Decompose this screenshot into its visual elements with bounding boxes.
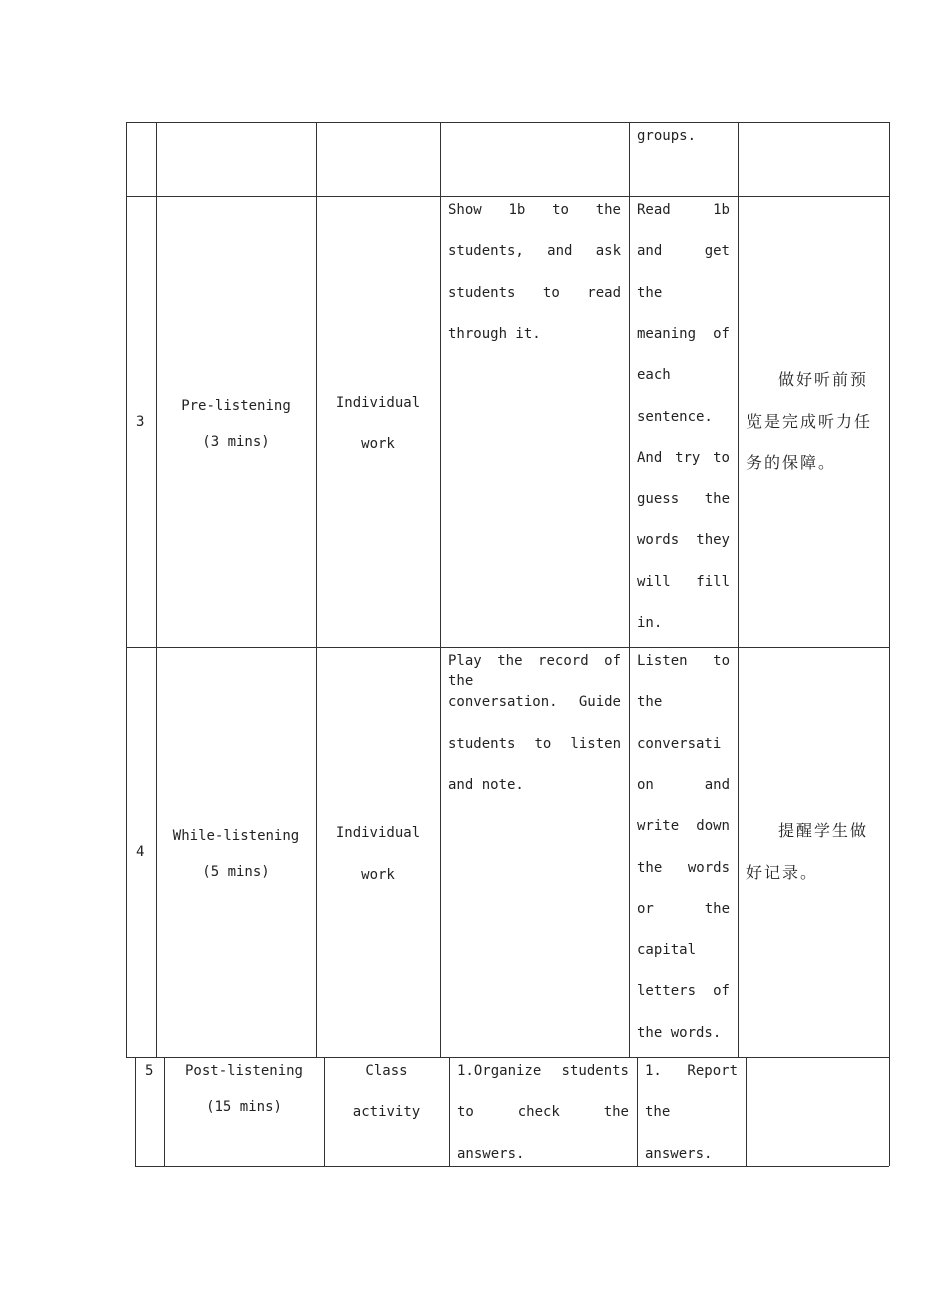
cell-teacher	[440, 196, 629, 647]
mode-line: Individual	[335, 394, 421, 411]
cell-stage	[156, 122, 316, 196]
student-line: answers.	[645, 1145, 713, 1162]
teacher-line: students to read	[448, 284, 621, 301]
student-line: words they	[637, 532, 730, 549]
student-line: the	[637, 284, 663, 301]
row-number: 4	[136, 844, 145, 860]
teacher-line: through it.	[448, 325, 541, 342]
student-line: and get	[637, 243, 730, 260]
student-line: And try to	[637, 449, 730, 466]
mode-line: work	[361, 866, 395, 883]
column-border-lower-6	[889, 1057, 890, 1166]
student-line: or the	[637, 900, 730, 917]
cell-student	[637, 1057, 746, 1166]
cell-purpose	[738, 196, 889, 647]
stage-line: Pre-listening	[181, 397, 291, 414]
student-line: the	[645, 1104, 671, 1121]
cell-stage	[156, 647, 316, 1057]
mode-line: Individual	[335, 825, 421, 842]
cell-teacher	[449, 1057, 637, 1166]
cell-num	[126, 647, 156, 1057]
cell-mode	[324, 1057, 449, 1166]
student-line: groups.	[637, 128, 697, 144]
student-line: write down	[637, 818, 730, 835]
cell-stage	[156, 196, 316, 647]
cell-student	[629, 196, 738, 647]
student-line: sentence.	[637, 408, 713, 425]
student-line: letters of	[637, 983, 730, 1000]
teacher-line: 1.Organize students	[457, 1063, 629, 1079]
student-line: conversati	[637, 735, 722, 752]
student-line: the words.	[637, 1024, 722, 1041]
cell-purpose	[746, 1057, 889, 1166]
teacher-line: students, and ask	[448, 243, 621, 260]
cell-num	[126, 196, 156, 647]
teacher-line: answers.	[457, 1145, 525, 1162]
cell-teacher	[440, 647, 629, 1057]
mode-line: activity	[352, 1104, 421, 1121]
row-border-bottom	[135, 1166, 889, 1167]
stage-line: (15 mins)	[206, 1099, 282, 1115]
stage-line: (3 mins)	[202, 433, 270, 450]
cell-num	[126, 122, 156, 196]
student-line: meaning of	[637, 325, 730, 342]
purpose-line: 览是完成听力任	[746, 411, 873, 431]
student-line: 1. Report	[645, 1063, 738, 1079]
student-line: guess the	[637, 491, 730, 508]
row-number: 5	[145, 1063, 154, 1079]
purpose-line: 务的保障。	[746, 452, 837, 472]
student-line: will fill	[637, 573, 730, 590]
row-number: 3	[136, 413, 145, 430]
student-line: the words	[637, 859, 730, 876]
cell-purpose	[738, 647, 889, 1057]
student-line: capital	[637, 942, 697, 959]
stage-line: While-listening	[172, 828, 300, 844]
purpose-line: 好记录。	[746, 862, 819, 882]
cell-mode	[316, 196, 440, 647]
student-line: Read 1b	[637, 202, 730, 218]
student-line: Listen to	[637, 653, 730, 669]
student-line: the	[637, 694, 663, 711]
teacher-line: Show 1b to the	[448, 202, 621, 218]
mode-line: Class	[365, 1063, 408, 1079]
student-line: in.	[637, 615, 663, 631]
cell-num	[135, 1057, 164, 1166]
purpose-line: 提醒学生做	[778, 821, 869, 841]
teacher-line: conversation. Guide	[448, 694, 621, 711]
teacher-line: Play the record of the	[448, 653, 621, 689]
cell-student	[629, 647, 738, 1057]
cell-student	[629, 122, 738, 196]
teacher-line: and note.	[448, 776, 524, 793]
cell-mode	[316, 647, 440, 1057]
teacher-line: students to listen	[448, 735, 621, 752]
student-line: on and	[637, 776, 730, 793]
cell-teacher	[440, 122, 629, 196]
cell-purpose	[738, 122, 889, 196]
column-border-6	[889, 122, 890, 1057]
mode-line: work	[361, 436, 395, 453]
student-line: each	[637, 367, 671, 384]
teacher-line: to check the	[457, 1104, 629, 1121]
cell-mode	[316, 122, 440, 196]
cell-stage	[164, 1057, 324, 1166]
stage-line: Post-listening	[184, 1063, 303, 1079]
stage-line: (5 mins)	[202, 864, 270, 880]
purpose-line: 做好听前预	[778, 370, 869, 390]
